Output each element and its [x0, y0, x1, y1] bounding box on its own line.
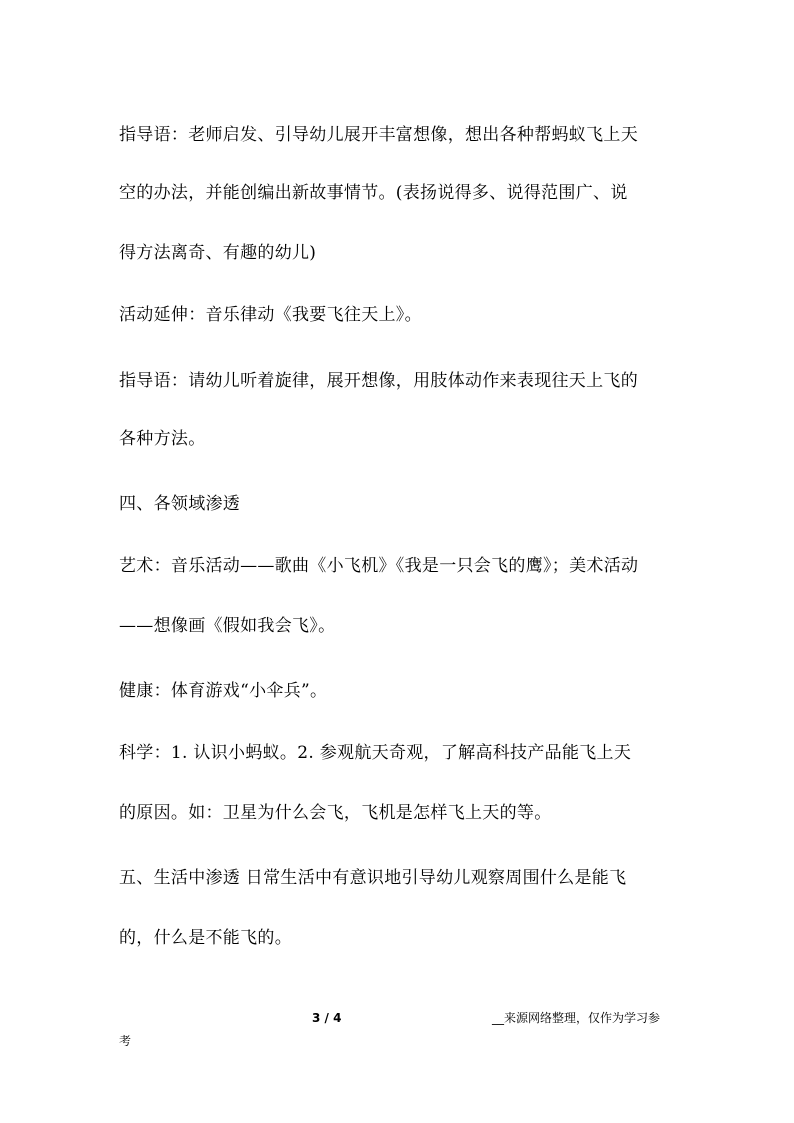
paragraph-line: 的，什么是不能飞的。 [119, 928, 292, 948]
paragraph-line: 艺术：音乐活动——歌曲《小飞机》《我是一只会飞的鹰》；美术活动 [119, 556, 639, 576]
paragraph-line: 科学：1. 认识小蚂蚁。2. 参观航天奇观，了解高科技产品能飞上天 [119, 743, 632, 763]
footer-note-continued: 考 [119, 1034, 132, 1048]
footer-note: __来源网络整理，仅作为学习参 [492, 1011, 661, 1025]
paragraph-line: 的原因。如：卫星为什么会飞，飞机是怎样飞上天的等。 [119, 803, 552, 823]
paragraph-line: 指导语：请幼儿听着旋律，展开想像，用肢体动作来表现往天上飞的 [119, 371, 638, 391]
paragraph-line: 得方法离奇、有趣的幼儿) [119, 243, 317, 263]
paragraph-line: 指导语：老师启发、引导幼儿展开丰富想像，想出各种帮蚂蚁飞上天 [119, 125, 638, 145]
paragraph-line: 各种方法。 [119, 429, 206, 449]
paragraph-line: 活动延伸：音乐律动《我要飞往天上》。 [119, 305, 422, 325]
paragraph-line: 空的办法，并能创编出新故事情节。(表扬说得多、说得范围广、说 [119, 183, 628, 203]
section-heading: 四、各领域渗透 [119, 494, 241, 514]
paragraph-line: ——想像画《假如我会飞》。 [119, 616, 336, 636]
paragraph-line: 健康：体育游戏“小伞兵”。 [119, 681, 328, 701]
page-number: 3 / 4 [312, 1011, 342, 1025]
section-heading: 五、生活中渗透 日常生活中有意识地引导幼儿观察周围什么是能飞 [119, 868, 627, 888]
